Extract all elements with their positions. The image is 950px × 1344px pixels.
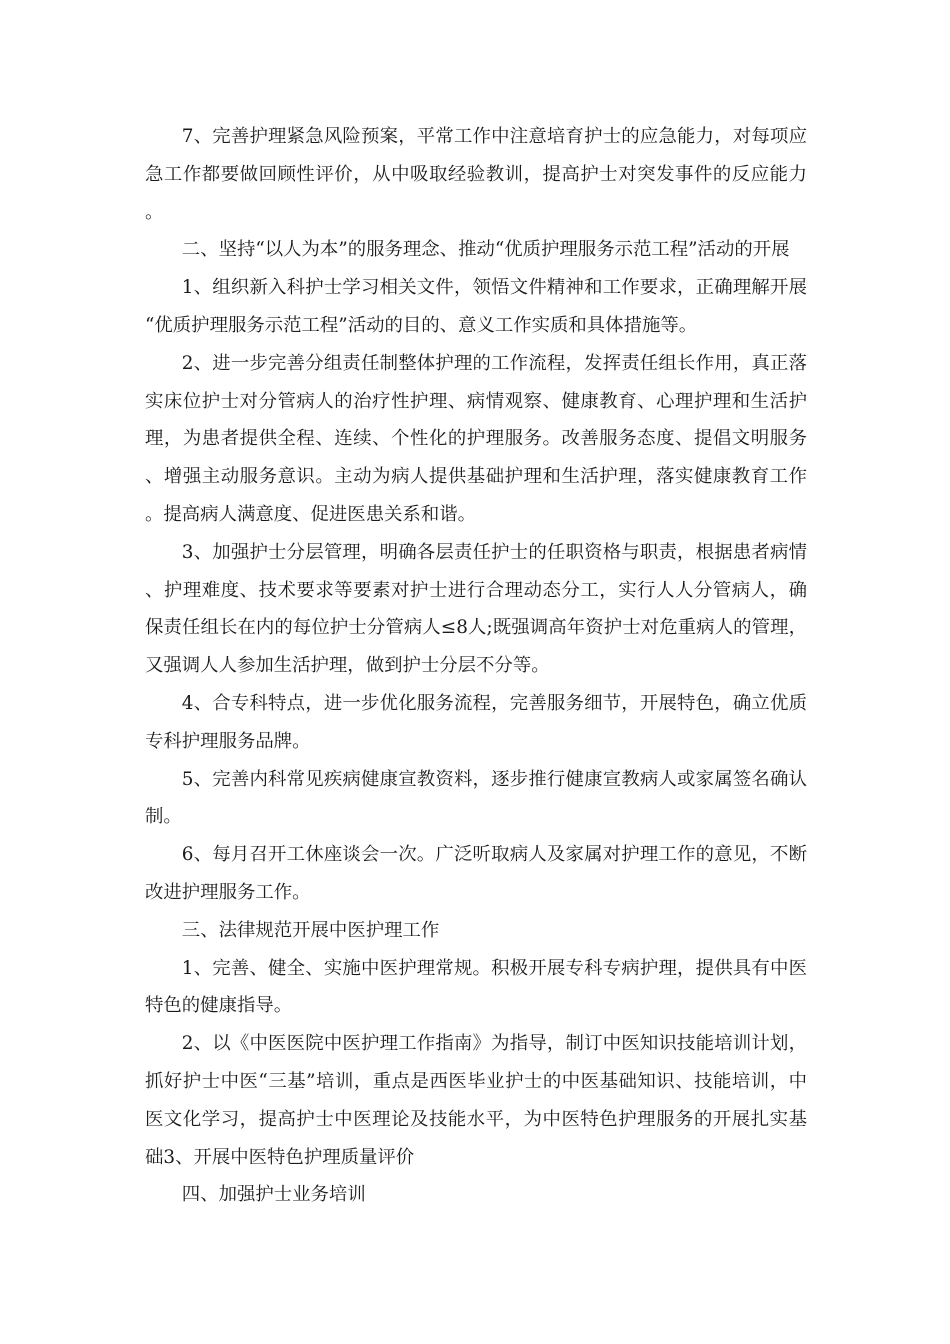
- section-heading-2-service-concept: 二、坚持“以人为本”的服务理念、推动“优质护理服务示范工程”活动的开展: [181, 239, 790, 261]
- paragraph-item-2-tcm-training: 2、以《中医医院中医护理工作指南》为指导，制订中医知识技能培训计划，抓好护士中医“三基”培训，重点是西医毕业护士的中医基础知识、技能培训，中医文化学习，提高护士中医理论及技能水平，为中医特色护理服务的开展扎实基础3、开展中医特色护理质量评价: [145, 1033, 807, 1168]
- document-page: [145, 118, 807, 1214]
- paragraph-item-1-tcm-routines: 1、完善、健全、实施中医护理常规。积极开展专科专病护理，提供具有中医特色的健康指导。: [145, 957, 807, 1017]
- paragraph-item-1-study-documents: 1、组织新入科护士学习相关文件，领悟文件精神和工作要求，正确理解开展“优质护理服务示范工程”活动的目的、意义工作实质和具体措施等。: [145, 277, 807, 336]
- paragraph-item-3-tiered-management: 3、加强护士分层管理，明确各层责任护士的任职资格与职责，根据患者病情、护理难度、技术要求等要素对护士进行合理动态分工，实行人人分管病人，确保责任组长在内的每位护士分管病人≤8人;既强调高年资护士对危重病人的管理，又强调人人参加生活护理，做到护士分层不分等。: [145, 541, 807, 677]
- paragraph-item-7-emergency-plan: 7、完善护理紧急风险预案，平常工作中注意培育护士的应急能力，对每项应急工作都要做回顾性评价，从中吸取经验教训，提高护士对突发事件的反应能力。: [145, 126, 807, 223]
- section-heading-3-tcm-nursing: 三、法律规范开展中医护理工作: [181, 919, 440, 941]
- paragraph-item-6-monthly-meeting: 6、每月召开工休座谈会一次。广泛听取病人及家属对护理工作的意见，不断改进护理服务工作。: [145, 844, 807, 903]
- paragraph-item-5-health-education: 5、完善内科常见疾病健康宣教资料，逐步推行健康宣教病人或家属签名确认制。: [145, 768, 807, 828]
- paragraph-item-4-specialty-features: 4、合专科特点，进一步优化服务流程，完善服务细节，开展特色，确立优质专科护理服务品牌。: [145, 692, 807, 752]
- paragraph-item-2-responsibility-workflow: 2、进一步完善分组责任制整体护理的工作流程，发挥责任组长作用，真正落实床位护士对分管病人的治疗性护理、病情观察、健康教育、心理护理和生活护理，为患者提供全程、连续、个性化的护理服务。改善服务态度、提倡文明服务、增强主动服务意识。主动为病人提供基础护理和生活护理，落实健康教育工作。提高病人满意度、促进医患关系和谐。: [145, 352, 807, 525]
- section-heading-4-nurse-training: 四、加强护士业务培训: [181, 1184, 366, 1206]
